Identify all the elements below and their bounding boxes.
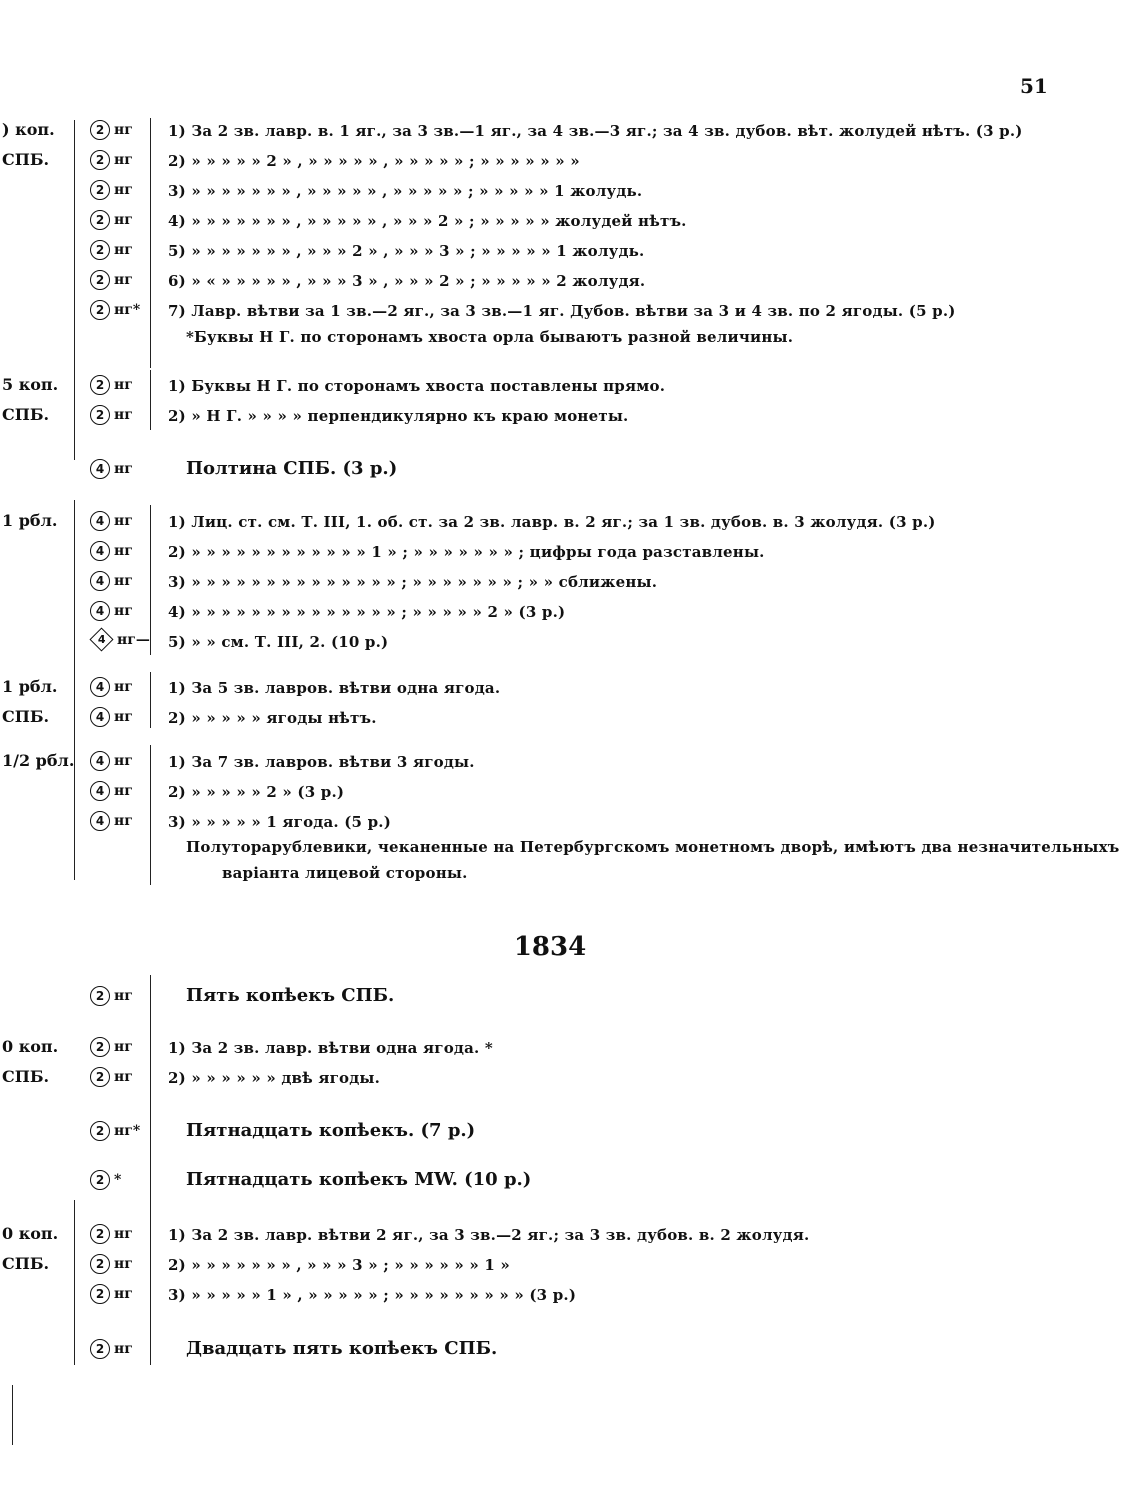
coin-heading: Двадцать пять копѣекъ СПБ. [186, 1338, 498, 1359]
entry-text: 1) За 2 зв. лавр. вѣтви одна ягода. * [168, 1039, 493, 1057]
entry-text: 4) » » » » » » » , » » » » » , » » » 2 » ; » » » » » жолудей нѣтъ. [168, 212, 687, 230]
diamond-number-icon: 4 [89, 627, 113, 651]
entry-text: 2) » » » » » » двѣ ягоды. [168, 1069, 381, 1087]
circle-number-icon: 4 [90, 781, 110, 801]
mark-suffix: нг [114, 1039, 133, 1055]
mark-suffix: нг [114, 1069, 133, 1085]
mark-suffix: нг [114, 272, 133, 288]
entry-text: 3) » » » » » » » , » » » » » , » » » » » ; » » » » » 1 жолудь. [168, 182, 643, 200]
entry-row [0, 747, 1140, 777]
entry-row [0, 777, 1140, 807]
entry-row [0, 703, 1140, 733]
coin-heading: Пять копѣекъ СПБ. [186, 985, 395, 1006]
circle-number-icon: 4 [90, 459, 110, 479]
rarity-mark [90, 986, 133, 1006]
entry-row [0, 206, 1140, 236]
coin-heading: Пятнадцать копѣекъ MW. (10 р.) [186, 1169, 532, 1190]
rarity-mark [90, 120, 133, 140]
circle-number-icon: 2 [90, 180, 110, 200]
entry-row [0, 567, 1140, 597]
entry-text: 4) » » » » » » » » » » » » » » ; » » » » » 2 » (3 р.) [168, 603, 566, 621]
page-number: 51 [1020, 74, 1048, 98]
mark-suffix: нг [114, 988, 133, 1004]
entry-text: 1) Буквы Н Г. по сторонамъ хвоста поставлены прямо. [168, 377, 666, 395]
entry-row [0, 322, 1140, 352]
entry-row [0, 116, 1140, 146]
entry-text: 1) За 5 зв. лавров. вѣтви одна ягода. [168, 679, 501, 697]
denomination-label: 0 коп. [2, 1224, 59, 1243]
rarity-mark [90, 210, 133, 230]
denomination-label: 0 коп. [2, 1037, 59, 1056]
rarity-mark [90, 1067, 133, 1087]
denomination-label: СПБ. [2, 150, 50, 169]
mark-suffix: нг [114, 242, 133, 258]
rarity-mark [90, 601, 133, 621]
note-text: варіанта лицевой стороны. [222, 864, 468, 882]
mark-suffix: нг* [114, 1123, 141, 1139]
entry-text: 2) » » » » » » » , » » » 3 » ; » » » » » » 1 » [168, 1256, 511, 1274]
mark-suffix: нг [114, 753, 133, 769]
denomination-label: 5 коп. [2, 375, 59, 394]
entry-text: 5) » » см. Т. III, 2. (10 р.) [168, 633, 389, 651]
entry-text: 2) » » » » » » » » » » » » 1 » ; » » » » » » » ; цифры года разставлены. [168, 543, 765, 561]
rarity-mark [90, 1037, 133, 1057]
mark-suffix: нг [114, 513, 133, 529]
entry-text: 2) » » » » » 2 » (3 р.) [168, 783, 345, 801]
denomination-label: СПБ. [2, 1067, 50, 1086]
rarity-mark [90, 811, 133, 831]
entry-row [0, 266, 1140, 296]
denomination-label: ) коп. [2, 120, 55, 139]
rarity-mark [90, 1170, 121, 1190]
entry-row [0, 858, 1140, 888]
mark-suffix: нг [114, 152, 133, 168]
entry-row [0, 371, 1140, 401]
note-text: Полуторарублевики, чеканенные на Петербургскомъ монетномъ дворѣ, имѣютъ два незначительныхъ [186, 838, 1120, 856]
rarity-mark [90, 511, 133, 531]
circle-number-icon: 2 [90, 1284, 110, 1304]
circle-number-icon: 4 [90, 751, 110, 771]
circle-number-icon: 2 [90, 270, 110, 290]
entry-row [0, 1335, 1140, 1365]
entry-text: 2) » » » » » ягоды нѣтъ. [168, 709, 377, 727]
circle-number-icon: 2 [90, 240, 110, 260]
rarity-mark [90, 571, 133, 591]
rarity-mark [90, 541, 133, 561]
mark-suffix: нг [114, 1256, 133, 1272]
entry-text: 5) » » » » » » » , » » » 2 » , » » » 3 » ; » » » » » 1 жолудь. [168, 242, 645, 260]
circle-number-icon: 4 [90, 571, 110, 591]
entry-row [0, 1166, 1140, 1196]
rarity-mark [90, 300, 140, 320]
entry-text: 1) За 2 зв. лавр. вѣтви 2 яг., за 3 зв.—2 яг.; за 3 зв. дубов. в. 2 жолудя. [168, 1226, 810, 1244]
denomination-label: СПБ. [2, 1254, 50, 1273]
entry-row [0, 176, 1140, 206]
circle-number-icon: 2 [90, 120, 110, 140]
footnote-text: *Буквы Н Г. по сторонамъ хвоста орла бываютъ разной величины. [186, 328, 794, 346]
rarity-mark [90, 270, 133, 290]
rarity-mark [90, 1224, 133, 1244]
mark-suffix: нг [114, 573, 133, 589]
rarity-mark [90, 459, 133, 479]
rarity-mark [90, 677, 133, 697]
entry-text: 2) » » » » » 2 » , » » » » » , » » » » » ; » » » » » » » [168, 152, 580, 170]
entry-text: 2) » Н Г. » » » » перпендикулярно къ краю монеты. [168, 407, 629, 425]
mark-suffix: нг [114, 543, 133, 559]
circle-number-icon: 2 [90, 375, 110, 395]
mark-suffix: нг [114, 1286, 133, 1302]
mark-suffix: нг [114, 212, 133, 228]
mark-suffix: нг [114, 679, 133, 695]
circle-number-icon: 4 [90, 541, 110, 561]
coin-heading: Пятнадцать копѣекъ. (7 р.) [186, 1120, 476, 1141]
rarity-mark [90, 781, 133, 801]
rarity-mark [90, 150, 133, 170]
rarity-mark [90, 1284, 133, 1304]
entry-row [0, 1280, 1140, 1310]
entry-row [0, 1250, 1140, 1280]
mark-suffix: нг [114, 783, 133, 799]
denomination-label: 1 рбл. [2, 677, 58, 696]
circle-number-icon: 2 [90, 1254, 110, 1274]
circle-number-icon: 2 [90, 1067, 110, 1087]
entry-row [0, 627, 1140, 657]
rarity-mark [90, 1121, 140, 1141]
circle-number-icon: 2 [90, 150, 110, 170]
denomination-label: 1/2 рбл. [2, 751, 75, 770]
entry-row [0, 673, 1140, 703]
entry-row [0, 507, 1140, 537]
circle-number-icon: 2 [90, 1037, 110, 1057]
entry-row [0, 236, 1140, 266]
mark-suffix: нг [114, 1341, 133, 1357]
entry-row [0, 401, 1140, 431]
rarity-mark [90, 751, 133, 771]
entry-row [0, 537, 1140, 567]
mark-suffix: нг [114, 377, 133, 393]
entry-row [0, 982, 1140, 1012]
entry-text: 1) За 2 зв. лавр. в. 1 яг., за 3 зв.—1 яг., за 4 зв.—3 яг.; за 4 зв. дубов. вѣт. жолудей нѣтъ. (3 р.) [168, 122, 1023, 140]
entry-text: 3) » » » » » 1 » , » » » » » ; » » » » » » » » » (3 р.) [168, 1286, 577, 1304]
rarity-mark [90, 375, 133, 395]
rarity-mark [90, 240, 133, 260]
denomination-label: СПБ. [2, 707, 50, 726]
circle-number-icon: 2 [90, 1224, 110, 1244]
circle-number-icon: 4 [90, 601, 110, 621]
entry-row [0, 597, 1140, 627]
entry-text: 6) » « » » » » » , » » » 3 » , » » » 2 » ; » » » » » 2 жолудя. [168, 272, 646, 290]
mark-suffix: нг [114, 182, 133, 198]
mark-suffix: нг* [114, 302, 141, 318]
column-rule [12, 1385, 13, 1445]
year-heading: 1834 [513, 932, 587, 962]
mark-suffix: * [114, 1172, 122, 1188]
circle-number-icon: 4 [90, 811, 110, 831]
mark-suffix: нг [114, 407, 133, 423]
entry-text: 1) За 7 зв. лавров. вѣтви 3 ягоды. [168, 753, 475, 771]
entry-text: 3) » » » » » » » » » » » » » » ; » » » » » » » ; » » сближены. [168, 573, 658, 591]
entry-row [0, 1117, 1140, 1147]
denomination-label: 1 рбл. [2, 511, 58, 530]
circle-number-icon: 2 [90, 1170, 110, 1190]
entry-row [0, 1063, 1140, 1093]
mark-suffix: нг [114, 709, 133, 725]
entry-row [0, 1220, 1140, 1250]
coin-heading: Полтина СПБ. (3 р.) [186, 458, 398, 479]
circle-number-icon: 4 [90, 677, 110, 697]
entry-text: 3) » » » » » 1 ягода. (5 р.) [168, 813, 392, 831]
circle-number-icon: 2 [90, 986, 110, 1006]
rarity-mark [90, 180, 133, 200]
mark-suffix: нг [114, 461, 133, 477]
mark-suffix: нг— [117, 631, 150, 648]
entry-text: 7) Лавр. вѣтви за 1 зв.—2 яг., за 3 зв.—1 яг. Дубов. вѣтви за 3 и 4 зв. по 2 ягоды. (5 р.) [168, 302, 956, 320]
entry-row [0, 455, 1140, 485]
mark-suffix: нг [114, 813, 133, 829]
mark-suffix: нг [114, 603, 133, 619]
circle-number-icon: 2 [90, 405, 110, 425]
denomination-label: СПБ. [2, 405, 50, 424]
rarity-mark [90, 707, 133, 727]
circle-number-icon: 2 [90, 1339, 110, 1359]
circle-number-icon: 2 [90, 1121, 110, 1141]
rarity-mark [90, 631, 150, 648]
mark-suffix: нг [114, 122, 133, 138]
entry-row [0, 1033, 1140, 1063]
mark-suffix: нг [114, 1226, 133, 1242]
circle-number-icon: 2 [90, 300, 110, 320]
circle-number-icon: 4 [90, 511, 110, 531]
circle-number-icon: 4 [90, 707, 110, 727]
entry-text: 1) Лиц. ст. см. Т. III, 1. об. ст. за 2 зв. лавр. в. 2 яг.; за 1 зв. дубов. в. 3 жолудя. (3 р.) [168, 513, 936, 531]
rarity-mark [90, 1254, 133, 1274]
entry-row [0, 146, 1140, 176]
circle-number-icon: 2 [90, 210, 110, 230]
rarity-mark [90, 405, 133, 425]
rarity-mark [90, 1339, 133, 1359]
